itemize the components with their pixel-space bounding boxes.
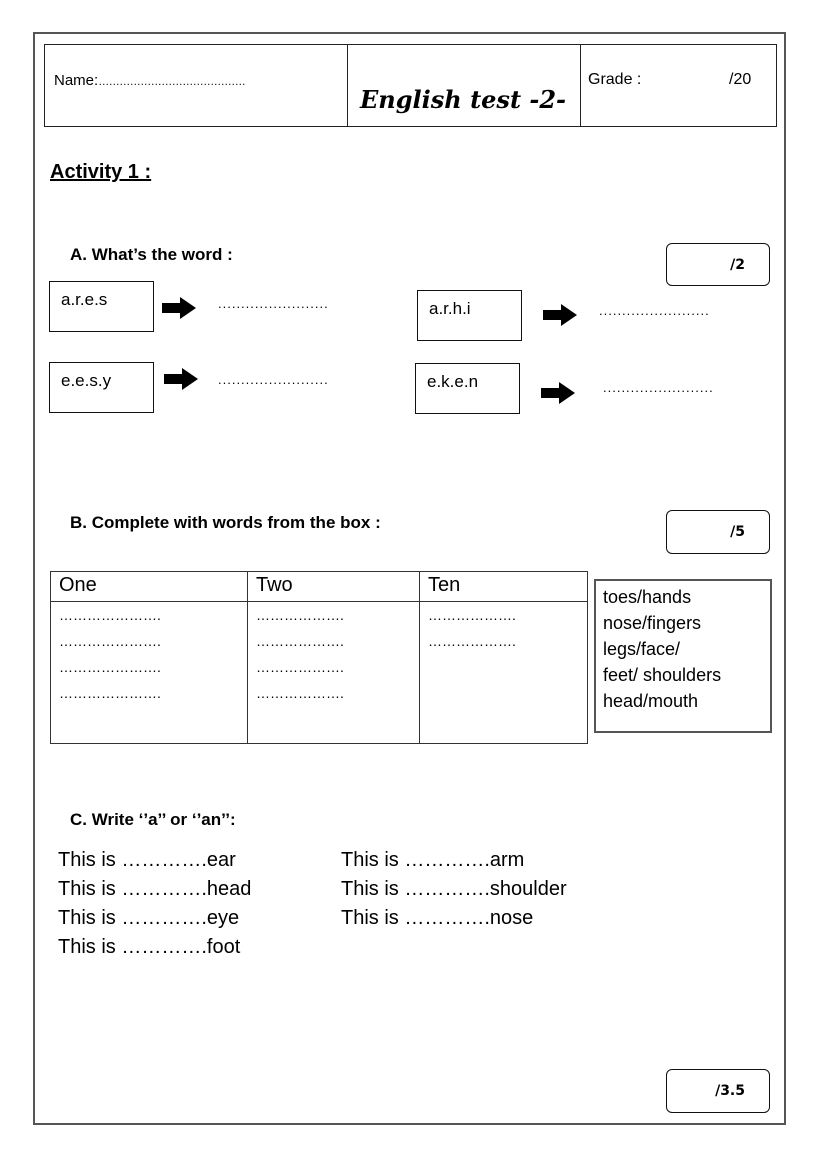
- page-title: English test -2-: [360, 85, 567, 114]
- answer-blank[interactable]: ........................: [599, 303, 710, 318]
- header-table: [44, 44, 777, 127]
- sentence-item[interactable]: This is ………….eye: [58, 907, 240, 929]
- answer-blank[interactable]: ……………….: [428, 633, 516, 649]
- scrambled-word-box: e.k.e.n: [415, 363, 520, 414]
- word-bank-item: toes/hands: [603, 587, 692, 607]
- right-arrow-icon: [164, 368, 198, 390]
- scrambled-word-box: e.e.s.y: [49, 362, 154, 413]
- name-label: Name:……………………………………: [54, 72, 246, 89]
- answer-blank[interactable]: ……………….: [256, 607, 344, 623]
- right-arrow-icon: [541, 382, 575, 404]
- title-cell: [348, 45, 581, 126]
- right-arrow-icon: [162, 297, 196, 319]
- section-a-title: A. What’s the word :: [70, 245, 233, 264]
- section-b-score: /5: [666, 510, 770, 554]
- answer-blank[interactable]: ………………….: [59, 633, 161, 649]
- answer-blank[interactable]: ………………….: [59, 607, 161, 623]
- sentence-item[interactable]: This is ………….foot: [58, 936, 241, 958]
- answer-blank[interactable]: ……………….: [256, 633, 344, 649]
- word-bank-box: [594, 579, 772, 733]
- answer-blank[interactable]: ........................: [218, 296, 329, 311]
- answer-blank[interactable]: ……………….: [256, 685, 344, 701]
- name-cell: [45, 45, 348, 126]
- answer-blank[interactable]: ........................: [218, 372, 329, 387]
- answer-blank[interactable]: ……………….: [256, 659, 344, 675]
- column-header-two: Two: [248, 572, 420, 602]
- word-bank-item: head/mouth: [603, 691, 699, 711]
- sentence-item[interactable]: This is ………….ear: [58, 849, 236, 871]
- section-c-title: C. Write ‘’a’’ or ‘’an’’:: [70, 810, 236, 829]
- scrambled-word-box: a.r.e.s: [49, 281, 154, 332]
- answer-blank[interactable]: ........................: [603, 380, 714, 395]
- section-a-score: /2: [666, 243, 770, 286]
- column-two-cell[interactable]: [248, 602, 420, 744]
- grade-label: Grade :: [588, 71, 642, 88]
- section-b-title: B. Complete with words from the box :: [70, 513, 381, 532]
- sentence-item[interactable]: This is ………….arm: [341, 849, 525, 871]
- answer-blank[interactable]: ………………….: [59, 659, 161, 675]
- word-bank-item: nose/fingers: [603, 613, 702, 633]
- number-table: [50, 571, 588, 744]
- section-c-score: /3.5: [666, 1069, 770, 1113]
- activity-title: Activity 1 :: [50, 161, 152, 183]
- column-header-ten: Ten: [420, 572, 588, 602]
- word-bank-item: legs/face/: [603, 639, 681, 659]
- column-header-one: One: [51, 572, 248, 602]
- sentence-item[interactable]: This is ………….nose: [341, 907, 534, 929]
- name-field[interactable]: ……………………………………: [98, 76, 246, 88]
- answer-blank[interactable]: ……………….: [428, 607, 516, 623]
- sentence-item[interactable]: This is ………….shoulder: [341, 878, 567, 900]
- grade-total: /20: [729, 71, 752, 88]
- grade-cell: [581, 45, 776, 126]
- scrambled-word-box: a.r.h.i: [417, 290, 522, 341]
- column-one-cell[interactable]: [51, 602, 248, 744]
- right-arrow-icon: [543, 304, 577, 326]
- sentence-item[interactable]: This is ………….head: [58, 878, 252, 900]
- word-bank-item: feet/ shoulders: [603, 665, 722, 685]
- answer-blank[interactable]: ………………….: [59, 685, 161, 701]
- column-ten-cell[interactable]: [420, 602, 588, 744]
